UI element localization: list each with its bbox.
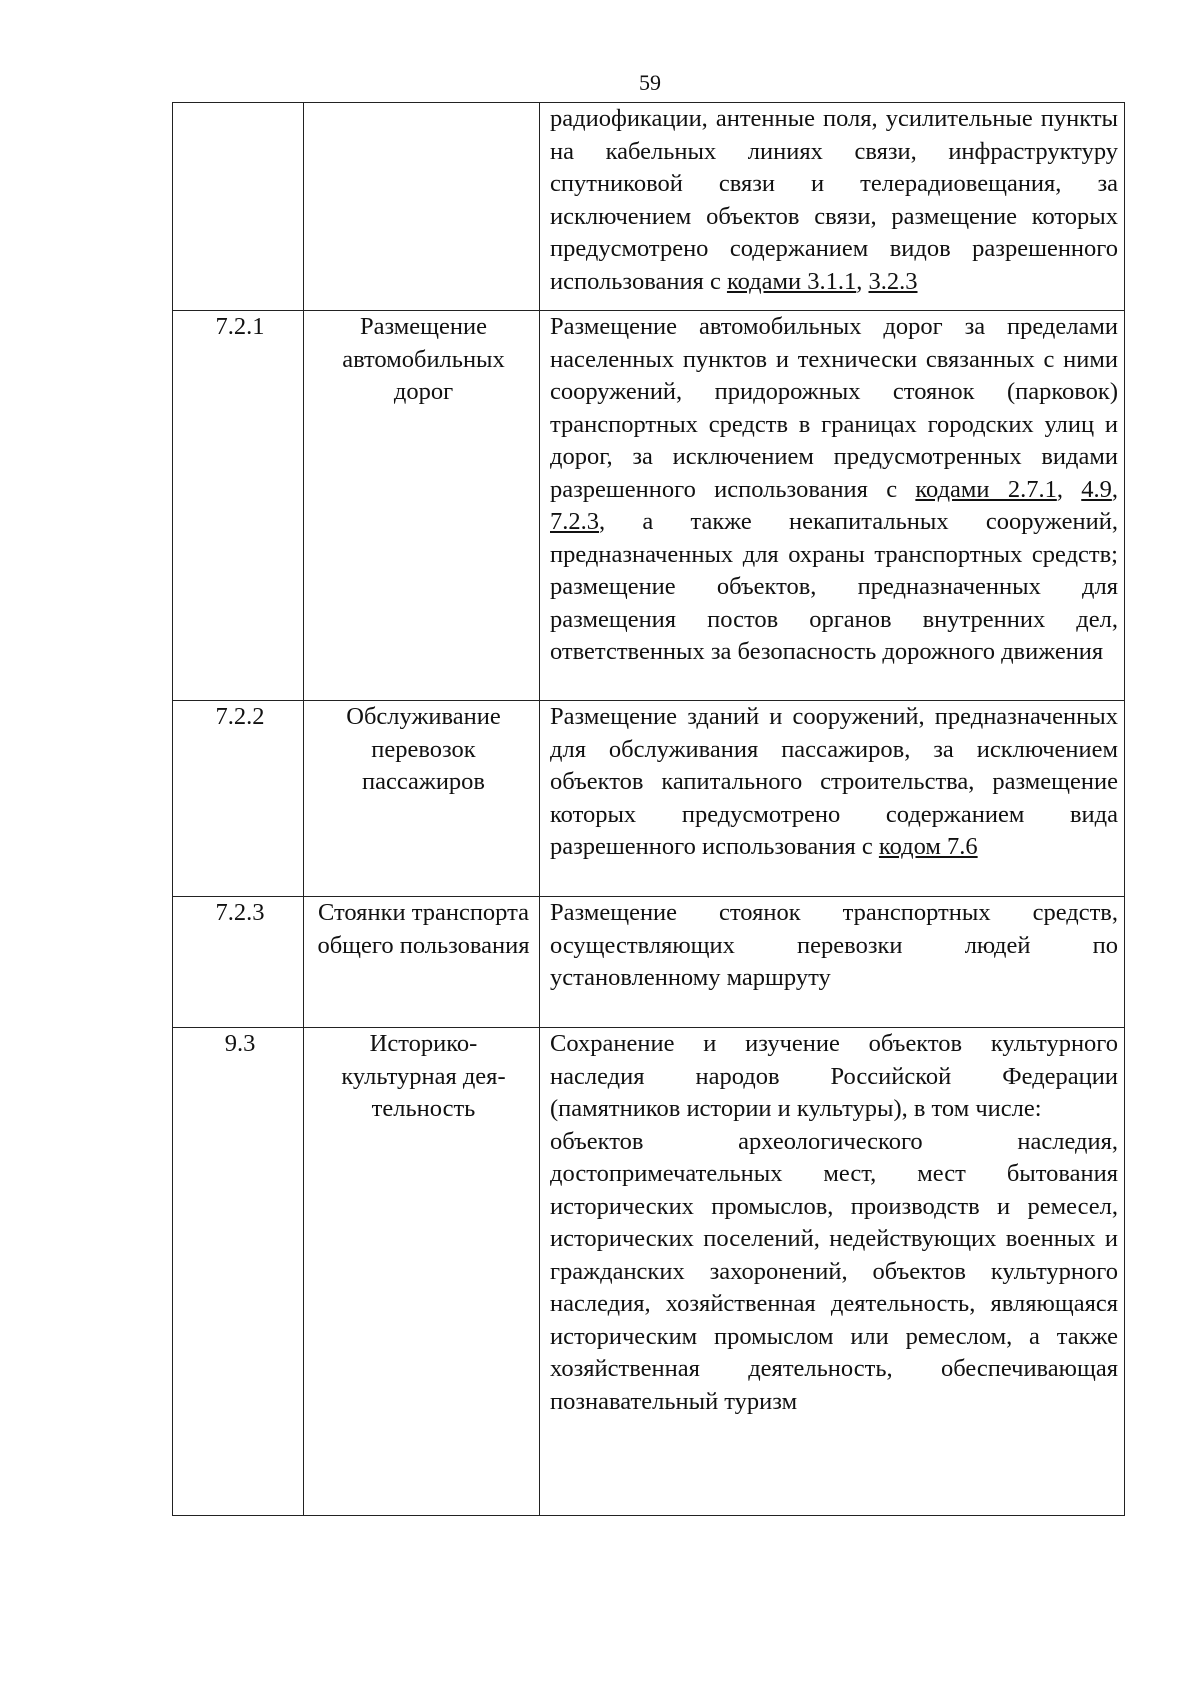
row-code: 7.2.2 bbox=[173, 701, 304, 897]
row-description: радиофикации, антенные поля, усилительные пункты на кабельных линиях связи, инфраструктуру спутниковой связи и телерадиовещания, за исключением объектов связи, размещение которых предусмотрено содержанием видов разрешенного использования с кодами 3.1.1, 3.2.3 bbox=[540, 103, 1125, 311]
table-row bbox=[173, 1028, 1125, 1516]
row-description bbox=[540, 1028, 1125, 1516]
row-name: Стоянки транспорта общего пользования bbox=[304, 897, 540, 1028]
description-paragraph: объектов археологического наследия, достопримечательных мест, мест бытования исторических промыслов, производств и ремесел, исторических поселений, недействующих военных и гражданских захоронений, объектов культурного наследия, хозяйственная деятельность, являющаяся историческим промыслом или ремеслом, а также хозяйственная деятельность, обеспечивающая познавательный туризм bbox=[550, 1127, 1118, 1415]
row-name: Размещение автомобильных дорог bbox=[304, 311, 540, 701]
code-link[interactable]: кодом 7.6 bbox=[878, 833, 978, 860]
row-description: Размещение зданий и сооружений, предназначенных для обслуживания пассажиров, за исключением объектов капитального строительства, размещение которых предусмотрено содержанием вида разрешенного использования с кодом 7.6 bbox=[540, 701, 1125, 897]
row-code: 9.3 bbox=[173, 1028, 304, 1516]
row-name bbox=[304, 103, 540, 311]
table-row bbox=[173, 897, 1125, 1028]
code-link[interactable]: 7.2.3 bbox=[550, 508, 599, 535]
row-description: Размещение автомобильных дорог за пределами населенных пунктов и технически связанных с ними сооружений, придорожных стоянок (парковок) транспортных средств в границах городских улиц и дорог, за исключением предусмотренных видами разрешенного использования с кодами 2.7.1, 4.9, 7.2.3, а также некапитальных сооружений, предназначенных для охраны транспортных средств; размещение объектов, предназначенных для размещения постов органов внутренних дел, ответственных за безопасность дорожного движения bbox=[540, 311, 1125, 701]
table-row bbox=[173, 311, 1125, 701]
code-link[interactable]: 3.2.3 bbox=[868, 267, 918, 295]
row-code: 7.2.1 bbox=[173, 311, 304, 701]
code-link[interactable]: кодами 2.7.1 bbox=[915, 475, 1057, 503]
page-number: 59 bbox=[639, 70, 661, 95]
table-row bbox=[173, 103, 1125, 311]
row-code bbox=[173, 103, 304, 311]
land-use-table bbox=[172, 102, 1125, 1516]
description-paragraph: Сохранение и изучение объектов культурного наследия народов Российской Федерации (памятников истории и культуры), в том числе: bbox=[550, 1030, 1118, 1122]
row-name: Обслуживание перевозок пассажиров bbox=[304, 701, 540, 897]
row-name: Историко-культурная дея-тельность bbox=[304, 1028, 540, 1516]
row-description: Размещение стоянок транспортных средств, осуществляющих перевозки людей по установленному маршруту bbox=[540, 897, 1125, 1028]
code-link[interactable]: 4.9 bbox=[1081, 475, 1112, 503]
code-link[interactable]: кодами 3.1.1 bbox=[726, 267, 857, 295]
row-code: 7.2.3 bbox=[173, 897, 304, 1028]
table-row bbox=[173, 701, 1125, 897]
